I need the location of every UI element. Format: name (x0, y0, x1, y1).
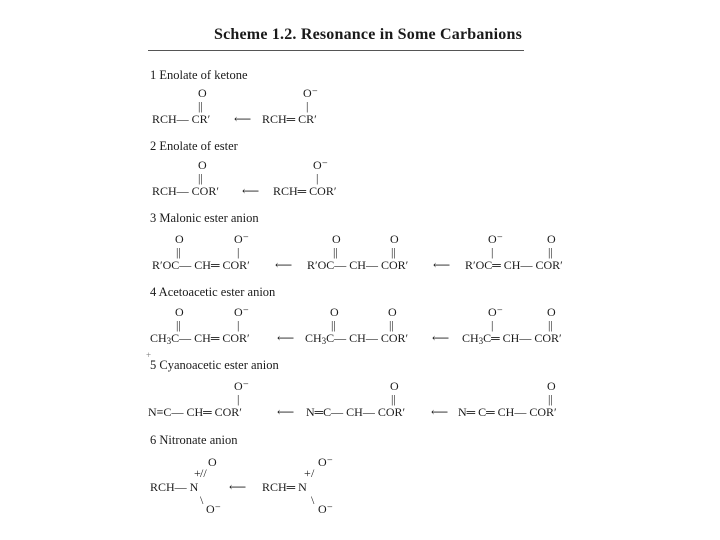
s4-a-om: O⁻ (234, 305, 249, 319)
section-2-heading: 2 Enolate of ester (150, 139, 238, 153)
s3-b-dbl1: || (333, 245, 338, 259)
s4-b-dbl2: || (389, 318, 394, 332)
s4-b-sub3: 3 (321, 336, 327, 346)
s3-arrow-1: ⟵ (275, 258, 293, 272)
s6-a-back: \ (200, 493, 204, 507)
s2-formula-b: RCH═ COR′ (273, 184, 337, 198)
s6-b-back: \ (311, 493, 315, 507)
s4-c-dbl2: || (548, 318, 553, 332)
section-4-heading: 4 Acetoacetic ester anion (150, 285, 276, 299)
s1-arrow: ⟵ (234, 112, 252, 126)
s2-a-o: O (198, 158, 207, 172)
s5-c-dbl: || (548, 392, 553, 406)
section-6-heading: 6 Nitronate anion (150, 433, 238, 447)
s6-formula-a: RCH— N (150, 480, 199, 494)
scheme-title: Scheme 1.2. Resonance in Some Carbanions (214, 26, 523, 43)
s3-a-o1: O (175, 232, 184, 246)
s4-c-sub3: 3 (478, 336, 484, 346)
section-5-heading: 5 Cyanoacetic ester anion (150, 358, 279, 372)
s4-a-o1: O (175, 305, 184, 319)
margin-mark: + (146, 350, 152, 360)
s4-a-dbl1: || (176, 318, 181, 332)
s6-b-om-top: O⁻ (318, 455, 333, 469)
s4-a-sgl: | (237, 318, 240, 332)
s3-a-om: O⁻ (234, 232, 249, 246)
s4-formula-a (150, 332, 250, 347)
s3-b-dbl2: || (391, 245, 396, 259)
s4-a-sub3: 3 (166, 336, 172, 346)
title-rule (148, 50, 524, 51)
s5-arrow-1: ⟵ (277, 405, 295, 419)
s6-formula-b: RCH═ N (262, 480, 307, 494)
s1-b-om: O⁻ (303, 86, 318, 100)
s2-b-om: O⁻ (313, 158, 328, 172)
s1-formula-a: RCH— CR′ (152, 112, 211, 126)
s6-b-plus: + (304, 466, 311, 480)
s4-a-ch: CH (150, 331, 167, 345)
s4-c-o2: O (547, 305, 556, 319)
s6-b-om-bottom: O⁻ (318, 502, 333, 516)
s5-b-o: O (390, 379, 399, 393)
s4-b-ch: CH (305, 331, 322, 345)
s6-a-om-bottom: O⁻ (206, 502, 221, 516)
s6-b-slash: / (311, 466, 315, 480)
s5-formula-c: N═ C═ CH— COR′ (458, 405, 557, 419)
s2-a-dbl: || (198, 171, 203, 185)
section-3-heading: 3 Malonic ester anion (150, 211, 259, 225)
s4-formula-b (305, 332, 408, 347)
s2-b-sgl: | (316, 171, 319, 185)
s3-arrow-2: ⟵ (433, 258, 451, 272)
s4-c-rest: C═ CH— COR′ (483, 331, 562, 345)
s5-a-om: O⁻ (234, 379, 249, 393)
s4-c-om: O⁻ (488, 305, 503, 319)
s3-b-o2: O (390, 232, 399, 246)
s5-formula-b: N═C— CH— COR′ (306, 405, 406, 419)
s5-arrow-2: ⟵ (431, 405, 449, 419)
s1-a-o: O (198, 86, 207, 100)
s4-b-dbl1: || (331, 318, 336, 332)
s4-a-rest: C— CH═ COR′ (171, 331, 250, 345)
s3-c-dbl2: || (548, 245, 553, 259)
s3-c-sgl: | (491, 245, 494, 259)
s6-a-plus: + (194, 466, 201, 480)
s4-arrow-2: ⟵ (432, 331, 450, 345)
s3-formula-a: R′OC— CH═ COR′ (152, 258, 250, 272)
s3-a-dbl1: || (176, 245, 181, 259)
s1-formula-b: RCH═ CR′ (262, 112, 317, 126)
s3-c-o2: O (547, 232, 556, 246)
section-1-heading: 1 Enolate of ketone (150, 68, 248, 82)
s4-formula-c (462, 332, 562, 347)
s6-arrow: ⟵ (229, 480, 247, 494)
s6-a-dbl-slash: // (200, 466, 207, 480)
s1-a-dbl: || (198, 99, 203, 113)
s2-formula-a: RCH— COR′ (152, 184, 219, 198)
s3-b-o1: O (332, 232, 341, 246)
s3-formula-b: R′OC— CH— COR′ (307, 258, 409, 272)
s2-arrow: ⟵ (242, 184, 260, 198)
s5-b-dbl: || (391, 392, 396, 406)
s4-c-sgl: | (491, 318, 494, 332)
s5-a-sgl: | (237, 392, 240, 406)
s4-c-ch: CH (462, 331, 479, 345)
s3-formula-c: R′OC═ CH— COR′ (465, 258, 563, 272)
s5-formula-a: N≡C— CH═ COR′ (148, 405, 242, 419)
s5-c-o: O (547, 379, 556, 393)
s4-b-o1: O (330, 305, 339, 319)
s3-c-om: O⁻ (488, 232, 503, 246)
s6-a-o-top: O (208, 455, 217, 469)
s1-b-sgl: | (306, 99, 309, 113)
s4-b-rest: C— CH— COR′ (326, 331, 409, 345)
s4-arrow-1: ⟵ (277, 331, 295, 345)
s3-a-sgl: | (237, 245, 240, 259)
s4-b-o2: O (388, 305, 397, 319)
